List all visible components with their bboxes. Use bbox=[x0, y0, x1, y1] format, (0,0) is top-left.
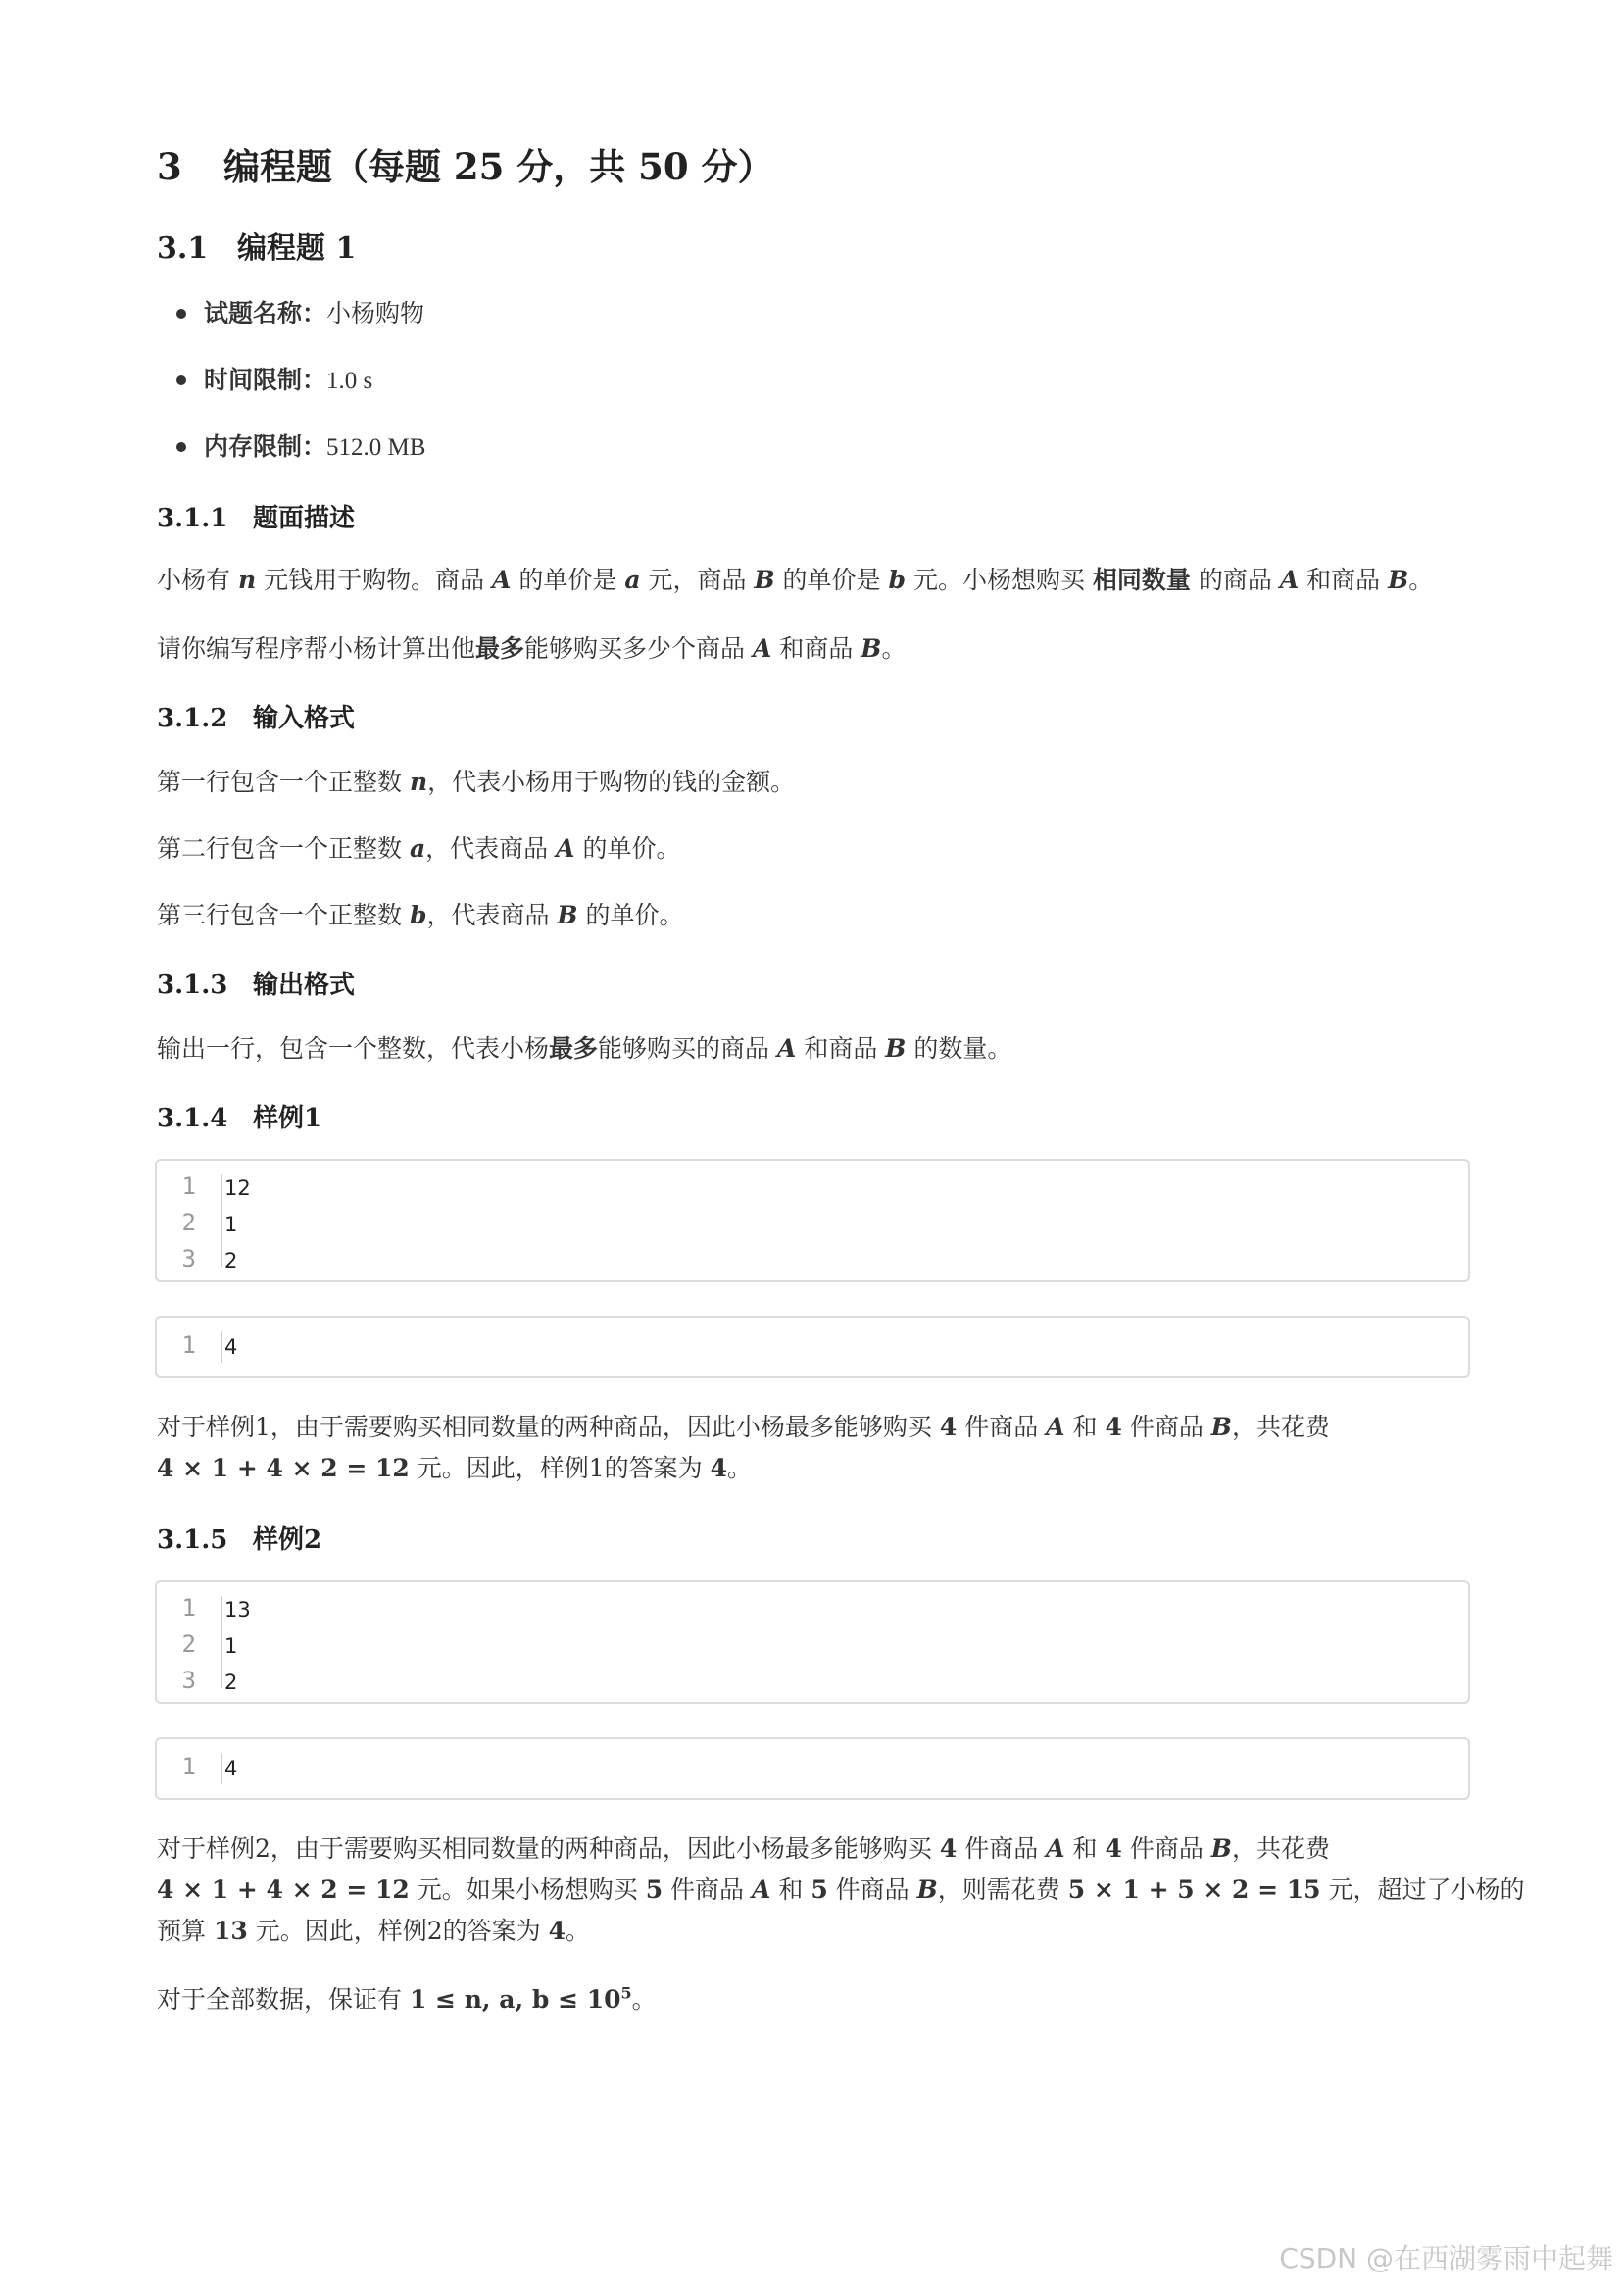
code-line: 1 4 bbox=[181, 1331, 238, 1359]
sample1-title: 样例1 bbox=[253, 1104, 322, 1133]
desc-title: 题面描述 bbox=[253, 504, 356, 533]
sample2-explanation-3: 预算 13 元。因此，样例2的答案为 4。 bbox=[157, 1917, 590, 1945]
section-number: 3 bbox=[157, 145, 182, 188]
bullet-icon bbox=[176, 375, 186, 385]
input-title: 输入格式 bbox=[253, 704, 356, 733]
sample2-heading bbox=[157, 1520, 321, 1556]
input-number: 3.1.2 bbox=[157, 704, 228, 733]
bullet-icon bbox=[176, 442, 186, 452]
bullet-icon bbox=[176, 309, 186, 319]
input-heading bbox=[157, 698, 355, 734]
code-line: 3 2 bbox=[181, 1245, 238, 1273]
input-line-2: 第二行包含一个正整数 a，代表商品 A 的单价。 bbox=[157, 834, 681, 863]
desc-number: 3.1.1 bbox=[157, 504, 228, 533]
output-number: 3.1.3 bbox=[157, 971, 228, 1000]
output-paragraph: 输出一行，包含一个整数，代表小杨最多能够购买的商品 A 和商品 B 的数量。 bbox=[157, 1034, 1012, 1063]
sample2-number: 3.1.5 bbox=[157, 1525, 228, 1555]
output-heading bbox=[157, 965, 355, 1001]
sample1-input-code[interactable] bbox=[155, 1159, 1470, 1282]
meta-label: 内存限制： bbox=[204, 432, 327, 461]
sample1-number: 3.1.4 bbox=[157, 1104, 228, 1133]
input-line-3: 第三行包含一个正整数 b，代表商品 B 的单价。 bbox=[157, 901, 684, 929]
desc-heading bbox=[157, 498, 355, 534]
code-line: 2 1 bbox=[181, 1630, 238, 1658]
code-line: 1 13 bbox=[181, 1594, 251, 1622]
sample2-input-code[interactable] bbox=[155, 1580, 1470, 1704]
desc-paragraph-1: 小杨有 n 元钱用于购物。商品 A 的单价是 a 元，商品 B 的单价是 b 元。小杨想购买 相同数量 的商品 A 和商品 B。 bbox=[157, 566, 1434, 594]
meta-value: 512.0 MB bbox=[326, 434, 426, 461]
problem-number: 3.1 bbox=[157, 231, 209, 266]
section-title: 编程题（每题 25 分，共 50 分） bbox=[223, 145, 774, 188]
meta-item-name bbox=[176, 294, 424, 329]
problem-heading bbox=[157, 224, 356, 267]
meta-value: 1.0 s bbox=[326, 368, 373, 394]
sample2-output-code[interactable] bbox=[155, 1737, 1470, 1800]
meta-label: 时间限制： bbox=[204, 366, 327, 394]
code-line: 2 1 bbox=[181, 1209, 238, 1236]
problem-title: 编程题 1 bbox=[237, 231, 357, 266]
input-line-1: 第一行包含一个正整数 n，代表小杨用于购物的钱的金额。 bbox=[157, 768, 796, 796]
section-heading bbox=[157, 137, 774, 190]
sample2-explanation-2: 4 × 1 + 4 × 2 = 12 元。如果小杨想购买 5 件商品 A 和 5 件商品 B，则需花费 5 × 1 + 5 × 2 = 15 元，超过了小杨的 bbox=[157, 1875, 1525, 1904]
meta-label: 试题名称： bbox=[204, 299, 327, 327]
sample1-heading bbox=[157, 1098, 321, 1134]
csdn-watermark: CSDN @在西湖雾雨中起舞 bbox=[1279, 2242, 1613, 2274]
code-line: 3 2 bbox=[181, 1667, 238, 1694]
meta-item-memory bbox=[176, 427, 425, 463]
output-title: 输出格式 bbox=[253, 971, 356, 1000]
sample1-explanation-1: 对于样例1，由于需要购买相同数量的两种商品，因此小杨最多能够购买 4 件商品 A 和 4 件商品 B，共花费 bbox=[157, 1413, 1330, 1441]
meta-value: 小杨购物 bbox=[326, 301, 425, 327]
constraint-paragraph: 对于全部数据，保证有 1 ≤ n, a, $b \le 10^5$。 bbox=[157, 1983, 657, 2014]
desc-paragraph-2: 请你编写程序帮小杨计算出他最多能够购买多少个商品 A 和商品 B。 bbox=[157, 634, 907, 663]
sample2-title: 样例2 bbox=[253, 1525, 322, 1555]
sample1-output-code[interactable] bbox=[155, 1316, 1470, 1378]
meta-item-time bbox=[176, 361, 372, 396]
sample2-explanation-1: 对于样例2，由于需要购买相同数量的两种商品，因此小杨最多能够购买 4 件商品 A 和 4 件商品 B，共花费 bbox=[157, 1834, 1330, 1863]
code-line: 1 12 bbox=[181, 1173, 251, 1200]
code-line: 1 4 bbox=[181, 1753, 238, 1780]
sample1-explanation-2: 4 × 1 + 4 × 2 = 12 元。因此，样例1的答案为 4。 bbox=[157, 1454, 753, 1482]
